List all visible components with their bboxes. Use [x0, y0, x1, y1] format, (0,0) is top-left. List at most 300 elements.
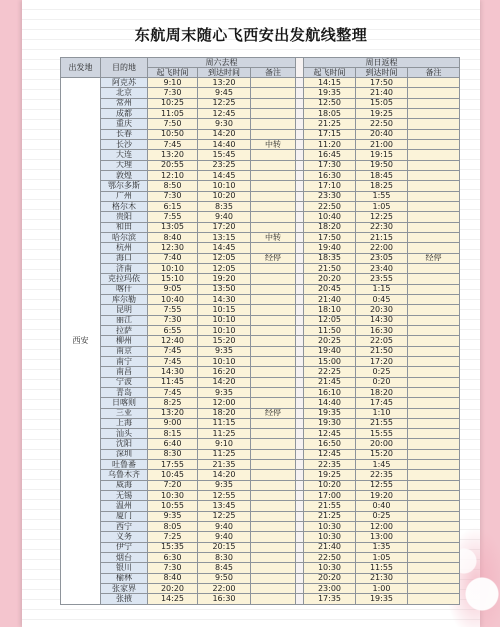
destination-cell: 大理 — [101, 161, 148, 171]
saturday-note-cell — [251, 326, 296, 336]
sunday-note-cell — [408, 367, 460, 377]
saturday-depart-cell: 13:05 — [148, 223, 198, 233]
destination-cell: 和田 — [101, 223, 148, 233]
sunday-depart-cell: 12:05 — [304, 316, 356, 326]
saturday-note-cell — [251, 285, 296, 295]
sunday-note-cell — [408, 347, 460, 357]
saturday-note-cell — [251, 336, 296, 346]
sunday-depart-cell: 16:30 — [304, 171, 356, 181]
sunday-depart-cell: 21:45 — [304, 378, 356, 388]
sunday-note-cell — [408, 243, 460, 253]
saturday-arrive-cell: 12:25 — [198, 512, 251, 522]
saturday-note-cell — [251, 357, 296, 367]
saturday-arrive-cell: 14:30 — [198, 295, 251, 305]
sunday-note-cell — [408, 326, 460, 336]
saturday-note-cell — [251, 171, 296, 181]
spacer-cell — [296, 594, 304, 604]
sunday-depart-cell: 19:30 — [304, 419, 356, 429]
destination-cell: 银川 — [101, 563, 148, 573]
saturday-note-cell — [251, 512, 296, 522]
saturday-arrive-header: 到达时间 — [198, 68, 251, 78]
spacer-cell — [296, 439, 304, 449]
saturday-note-cell — [251, 274, 296, 284]
sunday-depart-cell: 12:50 — [304, 99, 356, 109]
saturday-note-cell — [251, 367, 296, 377]
spacer-cell — [296, 88, 304, 98]
saturday-note-cell — [251, 450, 296, 460]
destination-cell: 厦门 — [101, 512, 148, 522]
sunday-arrive-cell: 18:25 — [356, 181, 408, 191]
sunday-arrive-cell: 19:20 — [356, 491, 408, 501]
sunday-note-cell — [408, 501, 460, 511]
saturday-note-cell — [251, 532, 296, 542]
saturday-arrive-cell: 13:15 — [198, 233, 251, 243]
saturday-note-cell — [251, 181, 296, 191]
sunday-arrive-cell: 23:05 — [356, 254, 408, 264]
sunday-note-cell — [408, 491, 460, 501]
saturday-arrive-cell: 12:55 — [198, 491, 251, 501]
saturday-arrive-cell: 10:10 — [198, 326, 251, 336]
saturday-note-cell — [251, 150, 296, 160]
spacer-cell — [296, 202, 304, 212]
destination-cell: 阿克苏 — [101, 78, 148, 88]
destination-cell: 长沙 — [101, 140, 148, 150]
sunday-depart-cell: 17:30 — [304, 161, 356, 171]
saturday-depart-cell: 8:50 — [148, 181, 198, 191]
spacer-cell — [296, 398, 304, 408]
sunday-depart-cell: 22:50 — [304, 553, 356, 563]
sunday-note-cell — [408, 512, 460, 522]
spacer-cell — [296, 388, 304, 398]
destination-cell: 长春 — [101, 130, 148, 140]
sunday-return-header: 周日返程 — [304, 58, 460, 68]
destination-cell: 汕头 — [101, 429, 148, 439]
sunday-arrive-cell: 12:00 — [356, 522, 408, 532]
spacer-cell — [296, 326, 304, 336]
saturday-depart-cell: 6:55 — [148, 326, 198, 336]
saturday-note-header: 备注 — [251, 68, 296, 78]
sunday-note-cell — [408, 305, 460, 315]
spacer-cell — [296, 295, 304, 305]
saturday-arrive-cell: 15:20 — [198, 336, 251, 346]
sunday-arrive-cell: 22:35 — [356, 470, 408, 480]
saturday-depart-cell: 10:50 — [148, 130, 198, 140]
sunday-arrive-cell: 16:30 — [356, 326, 408, 336]
sunday-depart-cell: 20:20 — [304, 574, 356, 584]
spacer-cell — [296, 532, 304, 542]
destination-cell: 杭州 — [101, 243, 148, 253]
saturday-arrive-cell: 11:15 — [198, 419, 251, 429]
sunday-depart-cell: 22:50 — [304, 202, 356, 212]
saturday-note-cell — [251, 347, 296, 357]
spacer-cell — [296, 347, 304, 357]
destination-cell: 吐鲁番 — [101, 460, 148, 470]
spacer-cell — [296, 274, 304, 284]
saturday-arrive-cell: 9:35 — [198, 388, 251, 398]
saturday-depart-cell: 15:10 — [148, 274, 198, 284]
destination-cell: 重庆 — [101, 119, 148, 129]
saturday-note-cell — [251, 439, 296, 449]
sunday-arrive-cell: 20:40 — [356, 130, 408, 140]
sunday-note-cell — [408, 88, 460, 98]
saturday-depart-cell: 8:25 — [148, 398, 198, 408]
sunday-arrive-cell: 19:15 — [356, 150, 408, 160]
destination-cell: 无锡 — [101, 491, 148, 501]
saturday-arrive-cell: 9:35 — [198, 481, 251, 491]
saturday-note-cell — [251, 574, 296, 584]
destination-cell: 格尔木 — [101, 202, 148, 212]
sunday-note-cell — [408, 450, 460, 460]
sunday-note-cell — [408, 171, 460, 181]
destination-cell: 乌鲁木齐 — [101, 470, 148, 480]
saturday-arrive-cell: 14:40 — [198, 140, 251, 150]
saturday-note-cell — [251, 460, 296, 470]
saturday-note-cell — [251, 130, 296, 140]
saturday-arrive-cell: 14:20 — [198, 378, 251, 388]
sunday-note-cell — [408, 574, 460, 584]
spacer-cell — [296, 470, 304, 480]
sunday-arrive-cell: 1:00 — [356, 584, 408, 594]
saturday-arrive-cell: 11:25 — [198, 450, 251, 460]
sunday-arrive-cell: 0:20 — [356, 378, 408, 388]
sunday-note-cell — [408, 398, 460, 408]
saturday-arrive-cell: 19:20 — [198, 274, 251, 284]
saturday-note-cell — [251, 316, 296, 326]
sunday-arrive-cell: 21:30 — [356, 574, 408, 584]
saturday-arrive-cell: 8:35 — [198, 202, 251, 212]
saturday-note-cell — [251, 212, 296, 222]
sunday-arrive-cell: 17:50 — [356, 78, 408, 88]
saturday-arrive-cell: 17:20 — [198, 223, 251, 233]
saturday-arrive-cell: 9:40 — [198, 212, 251, 222]
spacer-cell — [296, 378, 304, 388]
sunday-depart-cell: 21:40 — [304, 295, 356, 305]
saturday-depart-cell: 6:15 — [148, 202, 198, 212]
sunday-note-cell — [408, 274, 460, 284]
saturday-depart-cell: 12:40 — [148, 336, 198, 346]
sunday-note-cell — [408, 388, 460, 398]
destination-cell: 青岛 — [101, 388, 148, 398]
sunday-note-cell — [408, 357, 460, 367]
saturday-note-cell — [251, 419, 296, 429]
destination-cell: 克拉玛依 — [101, 274, 148, 284]
sunday-note-cell — [408, 563, 460, 573]
saturday-depart-cell: 14:25 — [148, 594, 198, 604]
spacer-cell — [296, 563, 304, 573]
sunday-arrive-cell: 23:40 — [356, 264, 408, 274]
sunday-arrive-header: 到达时间 — [356, 68, 408, 78]
sunday-depart-cell: 18:20 — [304, 223, 356, 233]
sunday-note-cell — [408, 316, 460, 326]
saturday-note-cell — [251, 78, 296, 88]
sunday-arrive-cell: 15:20 — [356, 450, 408, 460]
sunday-depart-cell: 17:50 — [304, 233, 356, 243]
saturday-depart-cell: 8:30 — [148, 450, 198, 460]
sunday-arrive-cell: 22:50 — [356, 119, 408, 129]
spacer-cell — [296, 574, 304, 584]
saturday-note-cell — [251, 243, 296, 253]
sunday-note-cell: 经停 — [408, 254, 460, 264]
saturday-note-cell — [251, 398, 296, 408]
sunday-depart-cell: 12:45 — [304, 429, 356, 439]
sunday-depart-cell: 11:50 — [304, 326, 356, 336]
saturday-note-cell: 经停 — [251, 254, 296, 264]
saturday-depart-cell: 7:55 — [148, 212, 198, 222]
origin-cell: 西安 — [61, 78, 101, 605]
sunday-note-cell — [408, 181, 460, 191]
saturday-depart-cell: 7:45 — [148, 140, 198, 150]
destination-cell: 烟台 — [101, 553, 148, 563]
spacer-cell — [296, 192, 304, 202]
saturday-arrive-cell: 12:25 — [198, 99, 251, 109]
sunday-note-cell — [408, 594, 460, 604]
spacer-cell — [296, 305, 304, 315]
sunday-depart-cell: 18:10 — [304, 305, 356, 315]
sunday-note-cell — [408, 419, 460, 429]
destination-cell: 昆明 — [101, 305, 148, 315]
sunday-depart-cell: 19:40 — [304, 243, 356, 253]
sunday-note-cell — [408, 336, 460, 346]
sunday-depart-cell: 23:00 — [304, 584, 356, 594]
saturday-note-cell — [251, 563, 296, 573]
saturday-arrive-cell: 12:05 — [198, 264, 251, 274]
saturday-depart-cell: 6:40 — [148, 439, 198, 449]
destination-cell: 库尔勒 — [101, 295, 148, 305]
saturday-depart-cell: 8:40 — [148, 233, 198, 243]
destination-cell: 大连 — [101, 150, 148, 160]
sunday-depart-cell: 18:05 — [304, 109, 356, 119]
sunday-note-cell — [408, 481, 460, 491]
saturday-depart-cell: 15:35 — [148, 543, 198, 553]
sunday-arrive-cell: 21:00 — [356, 140, 408, 150]
sunday-note-cell — [408, 439, 460, 449]
spacer-cell — [296, 491, 304, 501]
sunday-arrive-cell: 14:30 — [356, 316, 408, 326]
spacer-cell — [296, 512, 304, 522]
sunday-depart-header: 起飞时间 — [304, 68, 356, 78]
sunday-depart-cell: 20:20 — [304, 274, 356, 284]
saturday-note-cell — [251, 223, 296, 233]
sunday-note-cell — [408, 202, 460, 212]
sunday-note-cell — [408, 212, 460, 222]
saturday-arrive-cell: 11:25 — [198, 429, 251, 439]
saturday-arrive-cell: 13:50 — [198, 285, 251, 295]
spacer-cell — [296, 109, 304, 119]
destination-cell: 哈尔滨 — [101, 233, 148, 243]
destination-cell: 温州 — [101, 501, 148, 511]
sunday-arrive-cell: 0:25 — [356, 512, 408, 522]
sunday-arrive-cell: 23:55 — [356, 274, 408, 284]
sunday-depart-cell: 14:15 — [304, 78, 356, 88]
spacer-cell — [296, 254, 304, 264]
sunday-note-cell — [408, 264, 460, 274]
sunday-note-cell — [408, 378, 460, 388]
saturday-note-cell — [251, 594, 296, 604]
destination-cell: 贵阳 — [101, 212, 148, 222]
sunday-note-cell — [408, 553, 460, 563]
saturday-note-cell — [251, 88, 296, 98]
destination-cell: 上海 — [101, 419, 148, 429]
saturday-outbound-header: 周六去程 — [148, 58, 296, 68]
saturday-depart-cell: 9:05 — [148, 285, 198, 295]
saturday-depart-cell: 8:05 — [148, 522, 198, 532]
sunday-note-cell — [408, 99, 460, 109]
saturday-depart-cell: 10:30 — [148, 491, 198, 501]
spacer-cell — [296, 99, 304, 109]
spacer-cell — [296, 429, 304, 439]
sunday-note-cell — [408, 285, 460, 295]
saturday-note-cell — [251, 109, 296, 119]
spacer-cell — [296, 171, 304, 181]
destination-cell: 威海 — [101, 481, 148, 491]
spacer-cell — [296, 140, 304, 150]
spacer-cell — [296, 161, 304, 171]
saturday-note-cell — [251, 161, 296, 171]
saturday-arrive-cell: 13:20 — [198, 78, 251, 88]
saturday-note-cell — [251, 584, 296, 594]
sunday-note-cell — [408, 409, 460, 419]
destination-cell: 深圳 — [101, 450, 148, 460]
destination-cell: 西宁 — [101, 522, 148, 532]
saturday-depart-cell: 7:20 — [148, 481, 198, 491]
saturday-arrive-cell: 8:45 — [198, 563, 251, 573]
saturday-arrive-cell: 8:30 — [198, 553, 251, 563]
spacer-cell — [296, 233, 304, 243]
saturday-arrive-cell: 14:45 — [198, 243, 251, 253]
sunday-arrive-cell: 20:30 — [356, 305, 408, 315]
saturday-depart-cell: 13:20 — [148, 409, 198, 419]
saturday-depart-cell: 9:00 — [148, 419, 198, 429]
saturday-arrive-cell: 9:10 — [198, 439, 251, 449]
sunday-arrive-cell: 12:25 — [356, 212, 408, 222]
sunday-depart-cell: 17:35 — [304, 594, 356, 604]
destination-cell: 广州 — [101, 192, 148, 202]
sunday-depart-cell: 21:25 — [304, 119, 356, 129]
destination-cell: 拉萨 — [101, 326, 148, 336]
saturday-arrive-cell: 12:45 — [198, 109, 251, 119]
saturday-arrive-cell: 10:10 — [198, 181, 251, 191]
destination-cell: 沈阳 — [101, 439, 148, 449]
sunday-arrive-cell: 0:45 — [356, 295, 408, 305]
saturday-note-cell: 经停 — [251, 409, 296, 419]
sunday-arrive-cell: 1:15 — [356, 285, 408, 295]
saturday-depart-cell: 14:30 — [148, 367, 198, 377]
sunday-arrive-cell: 21:55 — [356, 419, 408, 429]
saturday-depart-cell: 10:55 — [148, 501, 198, 511]
saturday-depart-cell: 7:40 — [148, 254, 198, 264]
sunday-note-cell — [408, 109, 460, 119]
saturday-depart-cell: 7:50 — [148, 119, 198, 129]
sunday-arrive-cell: 1:55 — [356, 192, 408, 202]
sunday-arrive-cell: 0:25 — [356, 367, 408, 377]
spacer-header — [296, 58, 304, 78]
sunday-depart-cell: 20:45 — [304, 285, 356, 295]
sunday-depart-cell: 21:40 — [304, 543, 356, 553]
spacer-cell — [296, 584, 304, 594]
saturday-arrive-cell: 10:10 — [198, 357, 251, 367]
destination-cell: 成都 — [101, 109, 148, 119]
saturday-note-cell — [251, 522, 296, 532]
spacer-cell — [296, 181, 304, 191]
destination-cell: 伊宁 — [101, 543, 148, 553]
saturday-arrive-cell: 23:25 — [198, 161, 251, 171]
saturday-depart-cell: 10:40 — [148, 295, 198, 305]
sunday-arrive-cell: 17:20 — [356, 357, 408, 367]
spacer-cell — [296, 553, 304, 563]
saturday-note-cell — [251, 429, 296, 439]
saturday-note-cell: 中转 — [251, 140, 296, 150]
sunday-depart-cell: 17:10 — [304, 181, 356, 191]
sunday-depart-cell: 10:30 — [304, 532, 356, 542]
destination-cell: 鄂尔多斯 — [101, 181, 148, 191]
sunday-arrive-cell: 1:45 — [356, 460, 408, 470]
saturday-arrive-cell: 10:10 — [198, 316, 251, 326]
saturday-depart-cell: 9:10 — [148, 78, 198, 88]
page-title: 东航周末随心飞西安出发航线整理 — [134, 26, 368, 44]
saturday-arrive-cell: 16:20 — [198, 367, 251, 377]
sunday-arrive-cell: 1:35 — [356, 543, 408, 553]
saturday-depart-cell: 7:25 — [148, 532, 198, 542]
saturday-depart-cell: 8:15 — [148, 429, 198, 439]
spacer-cell — [296, 150, 304, 160]
sunday-arrive-cell: 1:05 — [356, 553, 408, 563]
spacer-cell — [296, 419, 304, 429]
spacer-cell — [296, 316, 304, 326]
saturday-arrive-cell: 22:00 — [198, 584, 251, 594]
destination-cell: 榆林 — [101, 574, 148, 584]
sunday-note-cell — [408, 192, 460, 202]
spacer-cell — [296, 357, 304, 367]
spacer-cell — [296, 223, 304, 233]
sunday-note-cell — [408, 429, 460, 439]
saturday-depart-cell: 11:45 — [148, 378, 198, 388]
sunday-depart-cell: 10:30 — [304, 522, 356, 532]
saturday-arrive-cell: 12:05 — [198, 254, 251, 264]
destination-cell: 南昌 — [101, 367, 148, 377]
saturday-depart-header: 起飞时间 — [148, 68, 198, 78]
saturday-depart-cell: 12:30 — [148, 243, 198, 253]
saturday-note-cell — [251, 543, 296, 553]
sunday-arrive-cell: 22:30 — [356, 223, 408, 233]
saturday-note-cell — [251, 99, 296, 109]
spacer-cell — [296, 336, 304, 346]
spacer-cell — [296, 501, 304, 511]
sunday-arrive-cell: 20:00 — [356, 439, 408, 449]
saturday-arrive-cell: 9:40 — [198, 532, 251, 542]
sunday-note-cell — [408, 233, 460, 243]
sunday-depart-cell: 16:45 — [304, 150, 356, 160]
sunday-note-cell — [408, 150, 460, 160]
saturday-arrive-cell: 15:45 — [198, 150, 251, 160]
sunday-depart-cell: 23:30 — [304, 192, 356, 202]
destination-cell: 常州 — [101, 99, 148, 109]
saturday-depart-cell: 7:45 — [148, 357, 198, 367]
saturday-note-cell — [251, 501, 296, 511]
sunday-arrive-cell: 19:50 — [356, 161, 408, 171]
sunday-note-cell — [408, 161, 460, 171]
sunday-depart-cell: 17:15 — [304, 130, 356, 140]
saturday-depart-cell: 10:10 — [148, 264, 198, 274]
saturday-note-cell — [251, 378, 296, 388]
saturday-arrive-cell: 13:45 — [198, 501, 251, 511]
destination-cell: 济南 — [101, 264, 148, 274]
sunday-arrive-cell: 19:25 — [356, 109, 408, 119]
sunday-arrive-cell: 13:00 — [356, 532, 408, 542]
origin-header: 出发地 — [61, 58, 101, 78]
spacer-cell — [296, 460, 304, 470]
sunday-note-cell — [408, 78, 460, 88]
saturday-note-cell — [251, 119, 296, 129]
